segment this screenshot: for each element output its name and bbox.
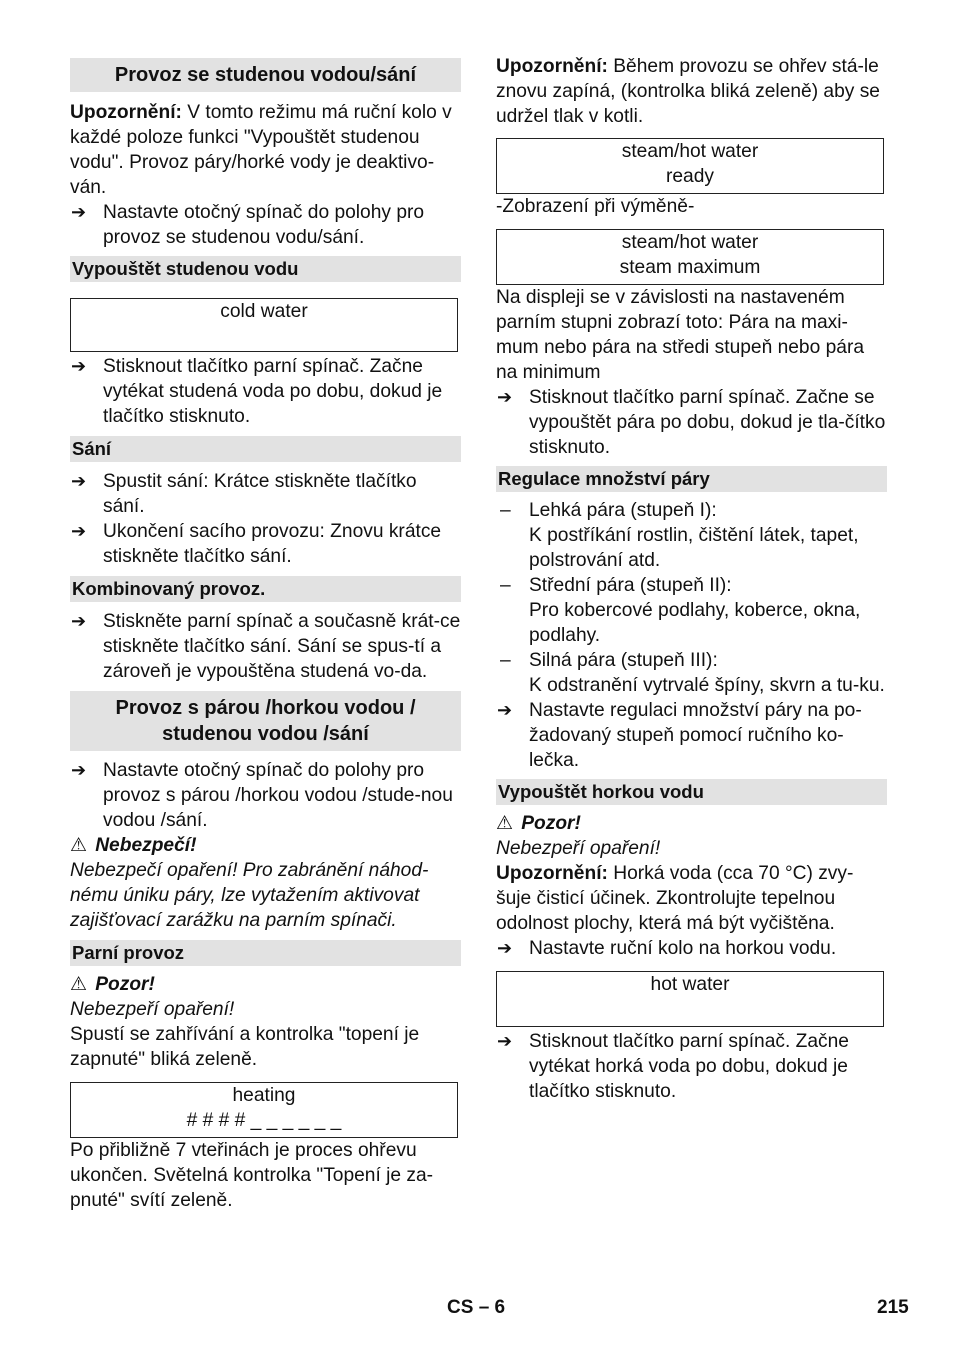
display-steam-max (496, 229, 884, 285)
caution-title (496, 811, 887, 836)
step-kombinovany (70, 609, 461, 684)
caution-text: Nebezpeří opaření! (70, 999, 235, 1020)
right-arrow-icon: ➔ (71, 202, 87, 222)
step-hot-2 (496, 1029, 887, 1104)
dash-text: Pro kobercové podlahy, koberce, okna, podlahy. (529, 600, 861, 646)
dash-text: K postříkání rostlin, čištění látek, tapet, polstrování atd. (529, 525, 859, 571)
step-text: Stisknout tlačítko parní spínač. Začne vytékat horká voda po dobu, dokud je tlačítko stisknuto. (529, 1031, 849, 1102)
heating-text: Spustí se zahřívání a kontrolka "topení je zapnuté" bliká zeleně. (70, 1024, 420, 1070)
step-text: Nastavte otočný spínač do polohy pro provoz s párou /horkou vodou /stude-nou vodou /sání. (103, 760, 453, 831)
step-hot-1 (496, 936, 887, 961)
caution-text: Nebezpeří opaření! (496, 838, 661, 859)
step-cold-1 (70, 200, 461, 250)
display-cold-water (70, 298, 458, 352)
right-arrow-icon: ➔ (497, 938, 513, 958)
caution-title (70, 972, 461, 997)
heading-vypoustet-studenou: Vypouštět studenou vodu (70, 256, 461, 282)
display-line-2: ready (666, 166, 714, 187)
step-text: Nastavte regulaci množství páry na po-žadovaný stupeň pomocí ručního ko-lečka. (529, 700, 862, 771)
right-arrow-icon: ➔ (497, 700, 513, 720)
note-text: V tomto režimu má ruční kolo v každé poloze funkci "Vypouštět studenou vodu". Provoz páry/horké vody je deaktivo-ván. (70, 102, 452, 198)
dash-item-3 (496, 648, 887, 698)
note-label: Upozornění: (496, 863, 608, 884)
display-ready (496, 138, 884, 194)
step-text: Stiskněte parní spínač a současně krát-ce stiskněte tlačítko sání. Sání se spus-tí a zároveň je vypouštěna studená vo-da. (103, 611, 461, 682)
footer-page-label (447, 1297, 505, 1319)
dash-text: K odstranění vytrvalé špíny, skvrn a tu-ku. (529, 675, 885, 696)
step-steam-out (496, 385, 887, 460)
caution-label: Pozor! (521, 813, 581, 834)
after-heat-text: Po přibližně 7 vteřinách je proces ohřevu ukončen. Světelná kontrolka "Topení je za-pnuté" svítí zeleně. (70, 1140, 434, 1211)
step-regulace (496, 698, 887, 773)
note-cold (70, 100, 461, 200)
caution-label: Pozor! (95, 974, 155, 995)
dash-item-2 (496, 573, 887, 648)
dash-bullet: – (500, 575, 511, 596)
step-text: Stisknout tlačítko parní spínač. Začne se vypouštět pára po dobu, dokud je tla-čítko stisknuto. (529, 387, 886, 458)
danger-label: Nebezpečí! (95, 835, 197, 856)
warning-triangle-icon: ⚠ (70, 974, 88, 995)
footer-page-number: 215 (877, 1297, 909, 1318)
right-column (496, 54, 887, 1104)
display-line: cold water (220, 301, 308, 322)
dash-title: Silná pára (stupeň III): (529, 650, 718, 671)
right-arrow-icon: ➔ (71, 611, 87, 631)
heading-cold-water-mode: Provoz se studenou vodou/sání (70, 58, 461, 92)
heading-sani: Sání (70, 436, 461, 462)
step-text: Stisknout tlačítko parní spínač. Začne vytékat studená voda po dobu, dokud je tlačítko stisknuto. (103, 356, 443, 427)
dash-bullet: – (500, 650, 511, 671)
right-arrow-icon: ➔ (71, 356, 87, 376)
heading-regulace: Regulace množství páry (496, 466, 887, 492)
footer-sep: – (478, 1297, 490, 1318)
heading-steam-mode: Provoz s párou /horkou vodou / studenou vodou /sání (70, 691, 461, 751)
step-text: Ukončení sacího provozu: Znovu krátce stiskněte tlačítko sání. (103, 521, 442, 567)
display-line: hot water (650, 974, 730, 995)
right-arrow-icon: ➔ (497, 387, 513, 407)
display-line-2: steam maximum (619, 257, 761, 278)
display-line-1: heating (232, 1085, 296, 1106)
footer-lang: CS (447, 1297, 474, 1318)
heading-parni-provoz: Parní provoz (70, 940, 461, 966)
heading-kombinovany: Kombinovaný provoz. (70, 576, 461, 602)
note-text: Během provozu se ohřev stá-le znovu zapíná, (kontrolka bliká zeleně) aby se udržel tlak v kotli. (496, 56, 880, 127)
warning-triangle-icon: ⚠ (70, 835, 88, 856)
dash-item-1 (496, 498, 887, 573)
note-hot-water (496, 861, 887, 936)
step-text: Nastavte otočný spínač do polohy pro provoz se studenou vodu/sání. (103, 202, 425, 248)
dash-bullet: – (500, 500, 511, 521)
dash-title: Střední pára (stupeň II): (529, 575, 732, 596)
display-heating (70, 1082, 458, 1138)
note-label: Upozornění: (496, 56, 608, 77)
step-cold-2 (70, 354, 461, 429)
zobrazeni-text: -Zobrazení při výměně- (496, 196, 695, 217)
step-sani-2 (70, 519, 461, 569)
display-line-1: steam/hot water (621, 141, 759, 162)
display-line-1: steam/hot water (621, 232, 759, 253)
note-heating (496, 54, 887, 129)
danger-text: Nebezpečí opaření! Pro zabránění náhod-nému úniku páry, lze vytažením aktivovat zajišťovací zarážku na parním spínači. (70, 860, 429, 931)
heading-horka-voda: Vypouštět horkou vodu (496, 779, 887, 805)
footer-page-local: 6 (494, 1297, 506, 1318)
step-steam (70, 758, 461, 833)
step-text: Spustit sání: Krátce stiskněte tlačítko sání. (103, 471, 417, 517)
danger-title (70, 833, 461, 858)
right-arrow-icon: ➔ (71, 760, 87, 780)
note-label: Upozornění: (70, 102, 182, 123)
right-arrow-icon: ➔ (71, 521, 87, 541)
right-arrow-icon: ➔ (71, 471, 87, 491)
step-sani-1 (70, 469, 461, 519)
warning-triangle-icon: ⚠ (496, 813, 514, 834)
step-text: Nastavte ruční kolo na horkou vodu. (529, 938, 837, 959)
display-hot-water (496, 971, 884, 1027)
right-arrow-icon: ➔ (497, 1031, 513, 1051)
display-info-text: Na displeji se v závislosti na nastaveném parním stupni zobrazí toto: Pára na maxi-mum nebo pára na středi stupeň nebo pára na minimum (496, 287, 865, 383)
display-line-2: # # # # _ _ _ _ _ _ (186, 1110, 342, 1131)
dash-title: Lehká pára (stupeň I): (529, 500, 717, 521)
left-column (70, 54, 461, 1213)
note-text: Horká voda (cca 70 °C) zvy-šuje čisticí účinek. Zkontrolujte tepelnou odolnost plochy, která má být vyčištěna. (496, 863, 854, 934)
